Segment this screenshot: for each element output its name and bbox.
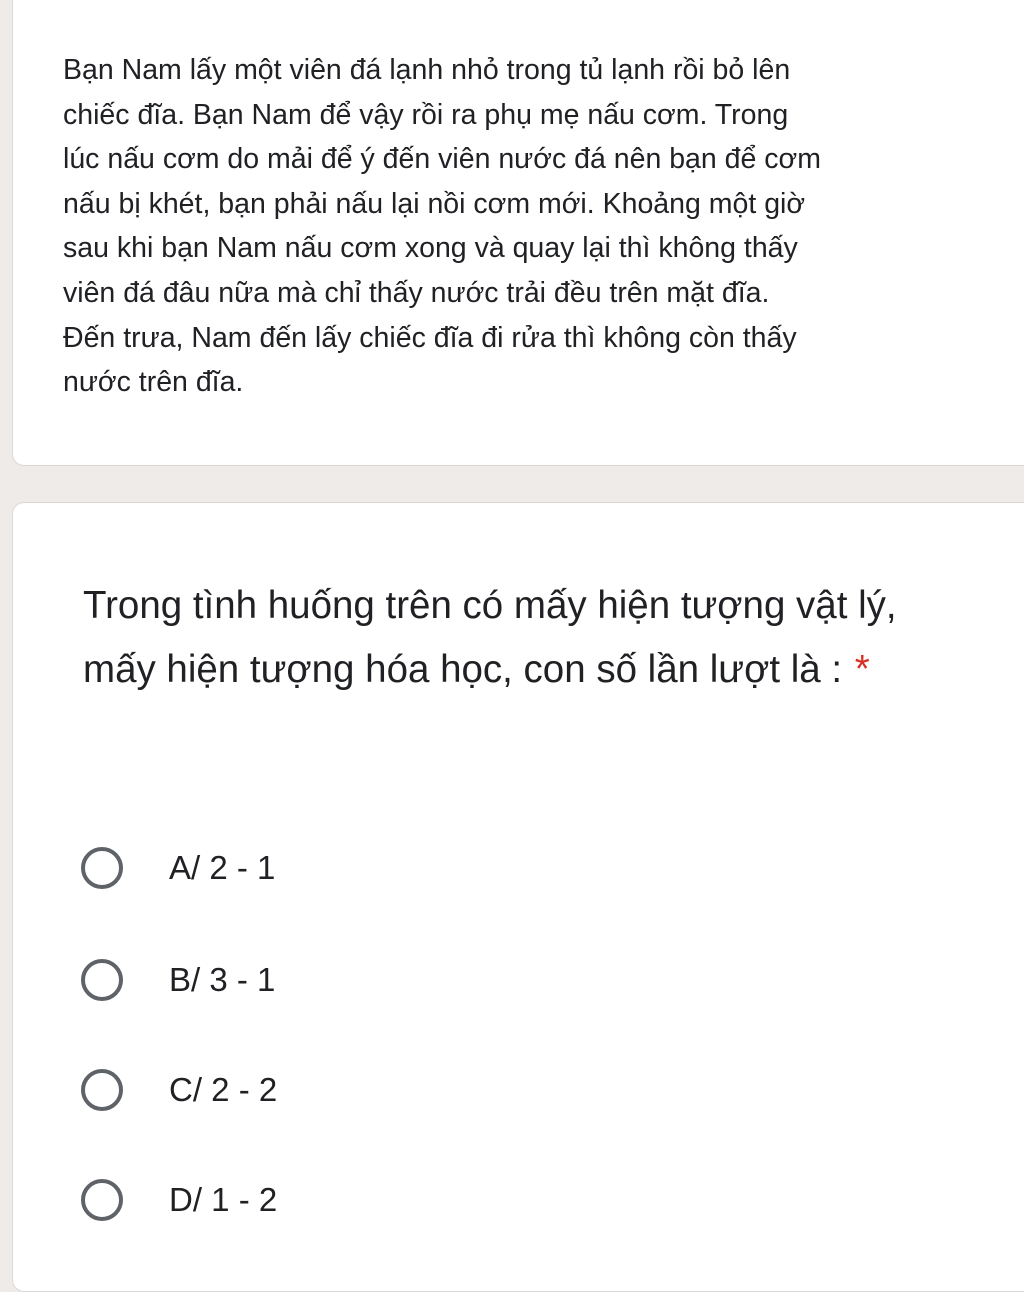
radio-circle-icon[interactable] — [81, 1179, 123, 1221]
passage-card — [12, 0, 1024, 466]
option-c[interactable] — [81, 1060, 277, 1120]
option-label: C/ 2 - 2 — [169, 1071, 278, 1108]
question-title — [83, 574, 933, 702]
option-label: D/ 1 - 2 — [169, 1181, 278, 1218]
required-asterisk: * — [854, 648, 870, 691]
radio-circle-icon[interactable] — [81, 1069, 123, 1111]
option-label: A/ 2 - 1 — [169, 849, 276, 886]
option-label: B/ 3 - 1 — [169, 961, 276, 998]
option-b[interactable] — [81, 950, 275, 1010]
question-text: Trong tình huống trên có mấy hiện tượng vật lý, mấy hiện tượng hóa học, con số lần lượt là : — [83, 584, 897, 691]
radio-circle-icon[interactable] — [81, 847, 123, 889]
question-card — [12, 502, 1024, 1292]
option-a[interactable] — [81, 838, 275, 898]
radio-circle-icon[interactable] — [81, 959, 123, 1001]
passage-text: Bạn Nam lấy một viên đá lạnh nhỏ trong tủ lạnh rồi bỏ lên chiếc đĩa. Bạn Nam để vậy rồi ra phụ mẹ nấu cơm. Trong lúc nấu cơm do mải để ý đến viên nước đá nên bạn để cơm nấu bị khét, bạn phải nấu lại nồi cơm mới. Khoảng một giờ sau khi bạn Nam nấu cơm xong và quay lại thì không thấy viên đá đâu nữa mà chỉ thấy nước trải đều trên mặt đĩa. Đến trưa, Nam đến lấy chiếc đĩa đi rửa thì không còn thấy nước trên đĩa. — [63, 54, 821, 399]
option-d[interactable] — [81, 1170, 277, 1230]
